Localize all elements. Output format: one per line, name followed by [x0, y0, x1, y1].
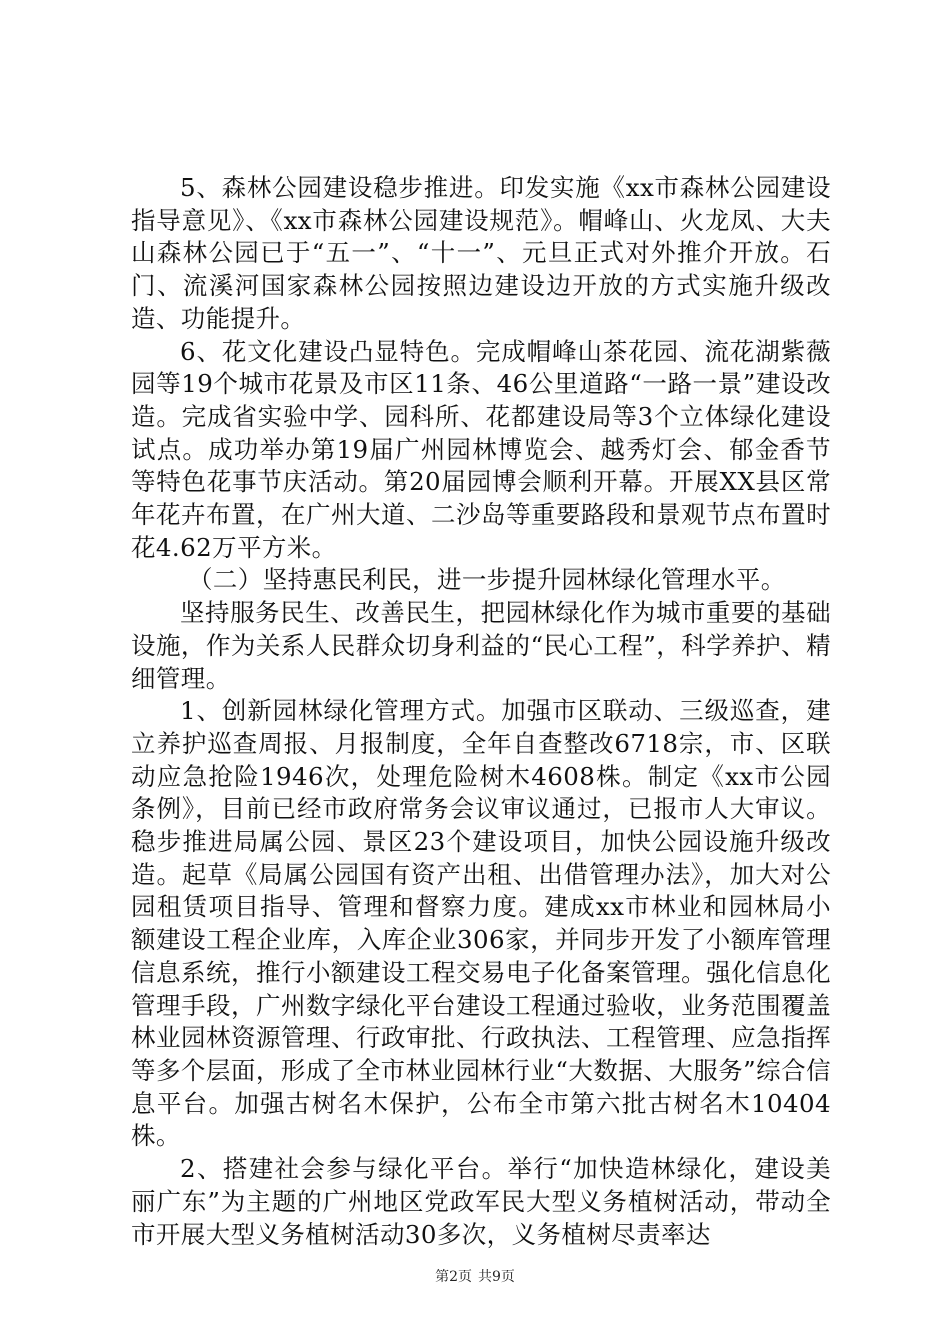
page-footer	[0, 1268, 950, 1286]
section-heading: （二）坚持惠民利民，进一步提升园林绿化管理水平。	[188, 565, 786, 595]
document-body	[131, 172, 831, 1251]
paragraph-social-participation: 2、搭建社会参与绿化平台。举行“加快造林绿化，建设美丽广东”为主题的广州地区党政军民大型义务植树活动，带动全市开展大型义务植树活动30多次，义务植树尽责率达	[131, 1154, 831, 1249]
page-total: 共9页	[478, 1269, 515, 1285]
paragraph-flower-culture: 6、花文化建设凸显特色。完成帽峰山茶花园、流花湖紫薇园等19个城市花景及市区11条、46公里道路“一路一景”建设改造。完成省实验中学、园科所、花都建设局等3个立体绿化建设试点。成功举办第19届广州园林博览会、越秀灯会、郁金香节等特色花事节庆活动。第20届园博会顺利开幕。开展XX县区常年花卉布置，在广州大道、二沙岛等重要路段和景观节点布置时花4.62万平方米。	[131, 336, 831, 562]
page-number: 第2页	[435, 1269, 472, 1285]
paragraph-management: 1、创新园林绿化管理方式。加强市区联动、三级巡查，建立养护巡查周报、月报制度，全年自查整改6718宗，市、区联动应急抢险1946次，处理危险树木4608株。制定《xx市公园条例》，目前已经市政府常务会议审议通过，已报市人大审议。稳步推进局属公园、景区23个建设项目，加快公园设施升级改造。起草《局属公园国有资产出租、出借管理办法》，加大对公园租赁项目指导、管理和督察力度。建成xx市林业和园林局小额建设工程企业库，入库企业306家，并同步开发了小额库管理信息系统，推行小额建设工程交易电子化备案管理。强化信息化管理手段，广州数字绿化平台建设工程通过验收，业务范围覆盖林业园林资源管理、行政审批、行政执法、工程管理、应急指挥等多个层面，形成了全市林业园林行业“大数据、大服务”综合信息平台。加强古树名木保护，公布全市第六批古树名木10404株。	[131, 696, 831, 1151]
paragraph-forest-park: 5、森林公园建设稳步推进。印发实施《xx市森林公园建设指导意见》、《xx市森林公园建设规范》。帽峰山、火龙凤、大夫山森林公园已于“五一”、“十一”、元旦正式对外推介开放。石门、流溪河国家森林公园按照边建设边开放的方式实施升级改造、功能提升。	[131, 173, 831, 333]
paragraph-section-intro: 坚持服务民生、改善民生，把园林绿化作为城市重要的基础设施，作为关系人民群众切身利益的“民心工程”，科学养护、精细管理。	[131, 598, 831, 693]
